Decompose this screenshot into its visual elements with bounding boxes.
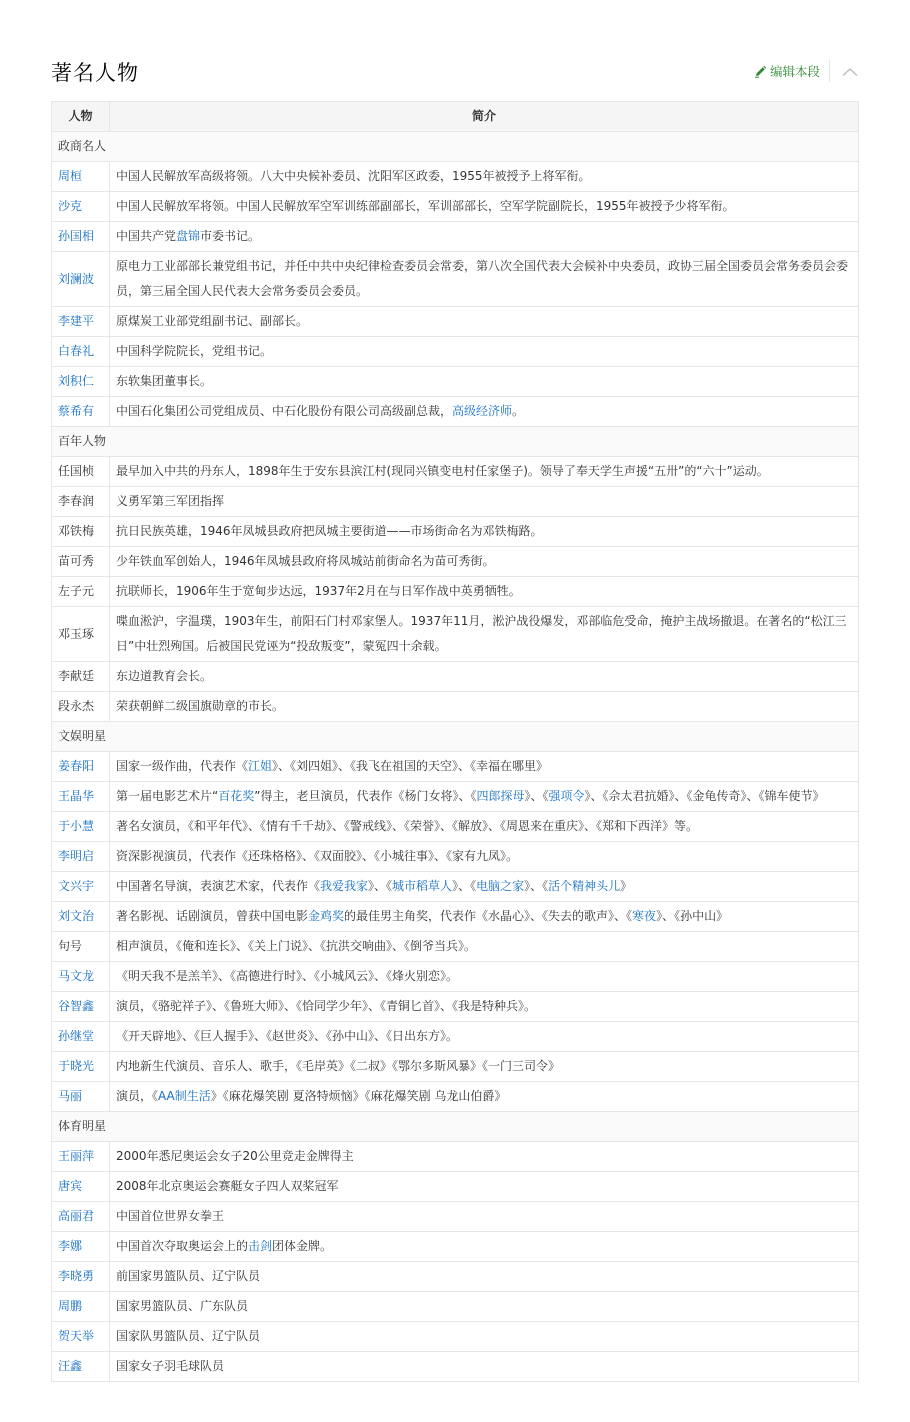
table-row — [52, 1292, 859, 1322]
intro-link[interactable]: 我爱我家 — [320, 879, 369, 893]
person-name[interactable]: 唐宾 — [52, 1172, 110, 1202]
person-name: 任国桢 — [52, 457, 110, 487]
person-intro — [110, 1322, 859, 1352]
person-name[interactable]: 马丽 — [52, 1082, 110, 1112]
intro-text: 《明天我不是羔羊》、《高德进行时》、《小城风云》、《烽火别恋》。 — [116, 969, 459, 983]
intro-text: 》、《 — [524, 879, 549, 893]
intro-text: 》、《佘太君抗婚》、《金龟传奇》、《锦车使节》 — [584, 789, 825, 803]
intro-text: ”得主，老旦演员，代表作《杨门女将》、《 — [254, 789, 477, 803]
person-name: 邓玉琢 — [52, 607, 110, 662]
section-label: 文娱明星 — [52, 722, 859, 752]
person-name[interactable]: 马文龙 — [52, 962, 110, 992]
intro-text: 》、《 — [524, 789, 549, 803]
person-name[interactable]: 于小慧 — [52, 812, 110, 842]
table-row — [52, 1172, 859, 1202]
intro-link[interactable]: 寒夜 — [632, 909, 657, 923]
person-name[interactable]: 谷智鑫 — [52, 992, 110, 1022]
intro-text: 中国首次夺取奥运会上的 — [116, 1239, 249, 1253]
person-name[interactable]: 文兴宇 — [52, 872, 110, 902]
column-header-person: 人物 — [52, 102, 110, 132]
person-intro — [110, 902, 859, 932]
table-row — [52, 902, 859, 932]
intro-text: 》、《 — [368, 879, 393, 893]
person-intro — [110, 457, 859, 487]
table-row — [52, 662, 859, 692]
person-name[interactable]: 汪鑫 — [52, 1352, 110, 1382]
intro-text: 第一届电影艺术片“ — [116, 789, 219, 803]
person-intro — [110, 752, 859, 782]
intro-text: 著名女演员，《和平年代》、《情有千千劫》、《警戒线》、《荣誉》、《解放》、《周恩来在重庆》、《郑和下西洋》等。 — [116, 819, 699, 833]
intro-text: 资深影视演员，代表作《还珠格格》、《双面胶》、《小城往事》、《家有九凤》。 — [116, 849, 519, 863]
person-intro — [110, 782, 859, 812]
section-label: 政商名人 — [52, 132, 859, 162]
table-row — [52, 1202, 859, 1232]
intro-text: 义勇军第三军团指挥 — [116, 494, 225, 508]
table-row — [52, 692, 859, 722]
page-title: 著名人物 — [51, 61, 139, 85]
intro-link[interactable]: 活个精神头儿 — [548, 879, 621, 893]
people-table — [51, 101, 859, 1382]
person-name: 李春润 — [52, 487, 110, 517]
person-name: 李献廷 — [52, 662, 110, 692]
intro-text: 原煤炭工业部党组副书记、副部长。 — [116, 314, 309, 328]
person-intro — [110, 692, 859, 722]
edit-section-label: 编辑本段 — [769, 64, 820, 79]
table-row — [52, 1322, 859, 1352]
person-intro — [110, 1352, 859, 1382]
table-row — [52, 222, 859, 252]
person-intro — [110, 222, 859, 252]
column-header-intro: 简介 — [110, 102, 859, 132]
intro-text: 中国人民解放军将领。中国人民解放军空军训练部副部长，军训部部长，空军学院副院长，1955年被授予少将军衔。 — [116, 199, 735, 213]
intro-text: 》《麻花爆笑剧 夏洛特烦恼》《麻花爆笑剧 乌龙山伯爵》 — [210, 1089, 507, 1103]
intro-text: 相声演员，《俺和连长》、《关上门说》、《抗洪交响曲》、《倒爷当兵》。 — [116, 939, 477, 953]
intro-link[interactable]: 高级经济师 — [452, 404, 513, 418]
person-name[interactable]: 刘积仁 — [52, 367, 110, 397]
intro-text: 《开天辟地》、《巨人握手》、《赵世炎》、《孙中山》、《日出东方》。 — [116, 1029, 459, 1043]
intro-text: 最早加入中共的丹东人，1898年生于安东县滨江村(现同兴镇变电村任家堡子)。领导了奉天学生声援“五卅”的“六十”运动。 — [116, 464, 769, 478]
person-intro — [110, 1082, 859, 1112]
person-name[interactable]: 白春礼 — [52, 337, 110, 367]
intro-text: 中国首位世界女拳王 — [116, 1209, 225, 1223]
intro-link[interactable]: 击剑 — [248, 1239, 273, 1253]
table-header-row — [52, 102, 859, 132]
person-intro — [110, 307, 859, 337]
person-name[interactable]: 贺天举 — [52, 1322, 110, 1352]
person-name[interactable]: 李娜 — [52, 1232, 110, 1262]
section-label: 百年人物 — [52, 427, 859, 457]
intro-text: 中国著名导演，表演艺术家，代表作《 — [116, 879, 321, 893]
table-row — [52, 872, 859, 902]
person-intro — [110, 367, 859, 397]
table-row — [52, 307, 859, 337]
intro-text: 》、《 — [452, 879, 477, 893]
intro-text: 演员，《 — [116, 1089, 159, 1103]
table-body — [52, 132, 859, 1382]
table-row — [52, 932, 859, 962]
intro-text: 著名影视、话剧演员，曾获中国电影 — [116, 909, 309, 923]
person-name: 句号 — [52, 932, 110, 962]
person-intro — [110, 1052, 859, 1082]
intro-text: 中国石化集团公司党组成员、中石化股份有限公司高级副总裁， — [116, 404, 453, 418]
person-intro — [110, 517, 859, 547]
person-name[interactable]: 蔡希有 — [52, 397, 110, 427]
intro-link[interactable]: 城市稻草人 — [392, 879, 453, 893]
person-name: 邓铁梅 — [52, 517, 110, 547]
intro-text: 内地新生代演员、音乐人、歌手，《毛岸英》《二叔》《鄂尔多斯风暴》《一门三司令》 — [116, 1059, 561, 1073]
person-name: 苗可秀 — [52, 547, 110, 577]
person-name[interactable]: 沙克 — [52, 192, 110, 222]
intro-text: 中国科学院院长，党组书记。 — [116, 344, 273, 358]
person-intro — [110, 962, 859, 992]
person-name[interactable]: 刘澜波 — [52, 252, 110, 307]
person-name[interactable]: 王丽萍 — [52, 1142, 110, 1172]
intro-text: 东边道教育会长。 — [116, 669, 213, 683]
intro-text: 国家女子羽毛球队员 — [116, 1359, 225, 1373]
person-name[interactable]: 王晶华 — [52, 782, 110, 812]
section-tools — [754, 60, 858, 82]
person-intro — [110, 487, 859, 517]
intro-text: 国家一级作曲，代表作《 — [116, 759, 249, 773]
intro-text: 国家队男篮队员、辽宁队员 — [116, 1329, 261, 1343]
intro-text: 抗联师长，1906年生于宽甸步达远，1937年2月在与日军作战中英勇牺牲。 — [116, 584, 521, 598]
person-name[interactable]: 高丽君 — [52, 1202, 110, 1232]
person-name: 段永杰 — [52, 692, 110, 722]
person-intro — [110, 932, 859, 962]
section-row — [52, 427, 859, 457]
intro-text: 原电力工业部部长兼党组书记，并任中共中央纪律检查委员会常委，第八次全国代表大会候补中央委员，政协三届全国委员会常务委员会委员，第三届全国人民代表大会常务委员会委员。 — [116, 259, 849, 298]
table-row — [52, 397, 859, 427]
table-row — [52, 992, 859, 1022]
table-row — [52, 1142, 859, 1172]
person-name: 左子元 — [52, 577, 110, 607]
intro-link[interactable]: 强项令 — [548, 789, 585, 803]
intro-text: 中国共产党 — [116, 229, 177, 243]
person-intro — [110, 607, 859, 662]
intro-text: 少年铁血军创始人，1946年凤城县政府将凤城站前街命名为苗可秀街。 — [116, 554, 495, 568]
intro-link[interactable]: 盘锦 — [176, 229, 201, 243]
table-row — [52, 487, 859, 517]
person-name[interactable]: 李明启 — [52, 842, 110, 872]
person-intro — [110, 397, 859, 427]
person-name[interactable]: 周桓 — [52, 162, 110, 192]
person-intro — [110, 1022, 859, 1052]
intro-text: 前国家男篮队员、辽宁队员 — [116, 1269, 261, 1283]
person-intro — [110, 1172, 859, 1202]
intro-text: 》 — [620, 879, 633, 893]
table-row — [52, 162, 859, 192]
intro-text: 中国人民解放军高级将领。八大中央候补委员、沈阳军区政委，1955年被授予上将军衔。 — [116, 169, 591, 183]
person-intro — [110, 992, 859, 1022]
table-row — [52, 1052, 859, 1082]
intro-link[interactable]: 四郎探母 — [476, 789, 525, 803]
intro-text: 2008年北京奥运会赛艇女子四人双桨冠军 — [116, 1179, 339, 1193]
person-name[interactable]: 刘文治 — [52, 902, 110, 932]
table-row — [52, 1082, 859, 1112]
person-intro — [110, 547, 859, 577]
person-intro — [110, 872, 859, 902]
table-row — [52, 252, 859, 307]
table-row — [52, 1232, 859, 1262]
intro-text: 国家男篮队员、广东队员 — [116, 1299, 249, 1313]
intro-link[interactable]: 电脑之家 — [476, 879, 525, 893]
intro-text: 》、《刘四姐》、《我飞在祖国的天空》、《幸福在哪里》 — [272, 759, 549, 773]
person-intro — [110, 192, 859, 222]
table-row — [52, 1262, 859, 1292]
intro-text: 演员，《骆驼祥子》、《鲁班大师》、《恰同学少年》、《青铜匕首》、《我是特种兵》。 — [116, 999, 537, 1013]
person-intro — [110, 337, 859, 367]
table-row — [52, 367, 859, 397]
person-name[interactable]: 于晓光 — [52, 1052, 110, 1082]
person-intro — [110, 252, 859, 307]
person-intro — [110, 1232, 859, 1262]
person-intro — [110, 1262, 859, 1292]
person-name[interactable]: 孙国相 — [52, 222, 110, 252]
intro-text: 荣获朝鲜二级国旗勋章的市长。 — [116, 699, 285, 713]
person-intro — [110, 1202, 859, 1232]
person-intro — [110, 1142, 859, 1172]
collapse-button[interactable] — [830, 61, 858, 81]
edit-section-button[interactable] — [754, 62, 829, 80]
table-row — [52, 457, 859, 487]
intro-link[interactable]: 江姐 — [248, 759, 273, 773]
table-row — [52, 782, 859, 812]
table-row — [52, 1022, 859, 1052]
section-row — [52, 132, 859, 162]
intro-text: 2000年悉尼奥运会女子20公里竞走金牌得主 — [116, 1149, 354, 1163]
intro-text: 。 — [512, 404, 525, 418]
chevron-up-icon — [842, 62, 858, 81]
person-name[interactable]: 李建平 — [52, 307, 110, 337]
table-row — [52, 752, 859, 782]
intro-text: 喋血淞沪，字温璞，1903年生，前阳石门村邓家堡人。1937年11月，淞沪战役爆发，邓部临危受命，掩护主战场撤退。在著名的“松江三日”中壮烈殉国。后被国民党诬为“投敌叛变”，蒙冤四十余载。 — [116, 614, 847, 653]
table-row — [52, 547, 859, 577]
person-name[interactable]: 姜春阳 — [52, 752, 110, 782]
person-intro — [110, 842, 859, 872]
intro-text: 团体金牌。 — [272, 1239, 333, 1253]
table-row — [52, 192, 859, 222]
table-row — [52, 1352, 859, 1382]
person-name[interactable]: 李晓勇 — [52, 1262, 110, 1292]
table-row — [52, 842, 859, 872]
table-row — [52, 577, 859, 607]
intro-text: 抗日民族英雄，1946年凤城县政府把凤城主要街道——市场街命名为邓铁梅路。 — [116, 524, 543, 538]
section-label: 体育明星 — [52, 1112, 859, 1142]
section-row — [52, 1112, 859, 1142]
intro-text: 的最佳男主角奖，代表作《水晶心》、《失去的歌声》、《 — [344, 909, 633, 923]
table-row — [52, 812, 859, 842]
intro-text: 市委书记。 — [200, 229, 261, 243]
person-intro — [110, 162, 859, 192]
person-intro — [110, 1292, 859, 1322]
intro-link[interactable]: 百花奖 — [218, 789, 255, 803]
intro-link[interactable]: AA制生活 — [158, 1089, 211, 1103]
person-intro — [110, 812, 859, 842]
person-intro — [110, 662, 859, 692]
intro-text: 东软集团董事长。 — [116, 374, 213, 388]
intro-link[interactable]: 金鸡奖 — [308, 909, 345, 923]
section-row — [52, 722, 859, 752]
table-row — [52, 337, 859, 367]
table-row — [52, 517, 859, 547]
pencil-icon — [754, 65, 767, 78]
person-intro — [110, 577, 859, 607]
table-row — [52, 962, 859, 992]
person-name[interactable]: 周鹏 — [52, 1292, 110, 1322]
person-name[interactable]: 孙继堂 — [52, 1022, 110, 1052]
table-row — [52, 607, 859, 662]
intro-text: 》、《孙中山》 — [656, 909, 729, 923]
